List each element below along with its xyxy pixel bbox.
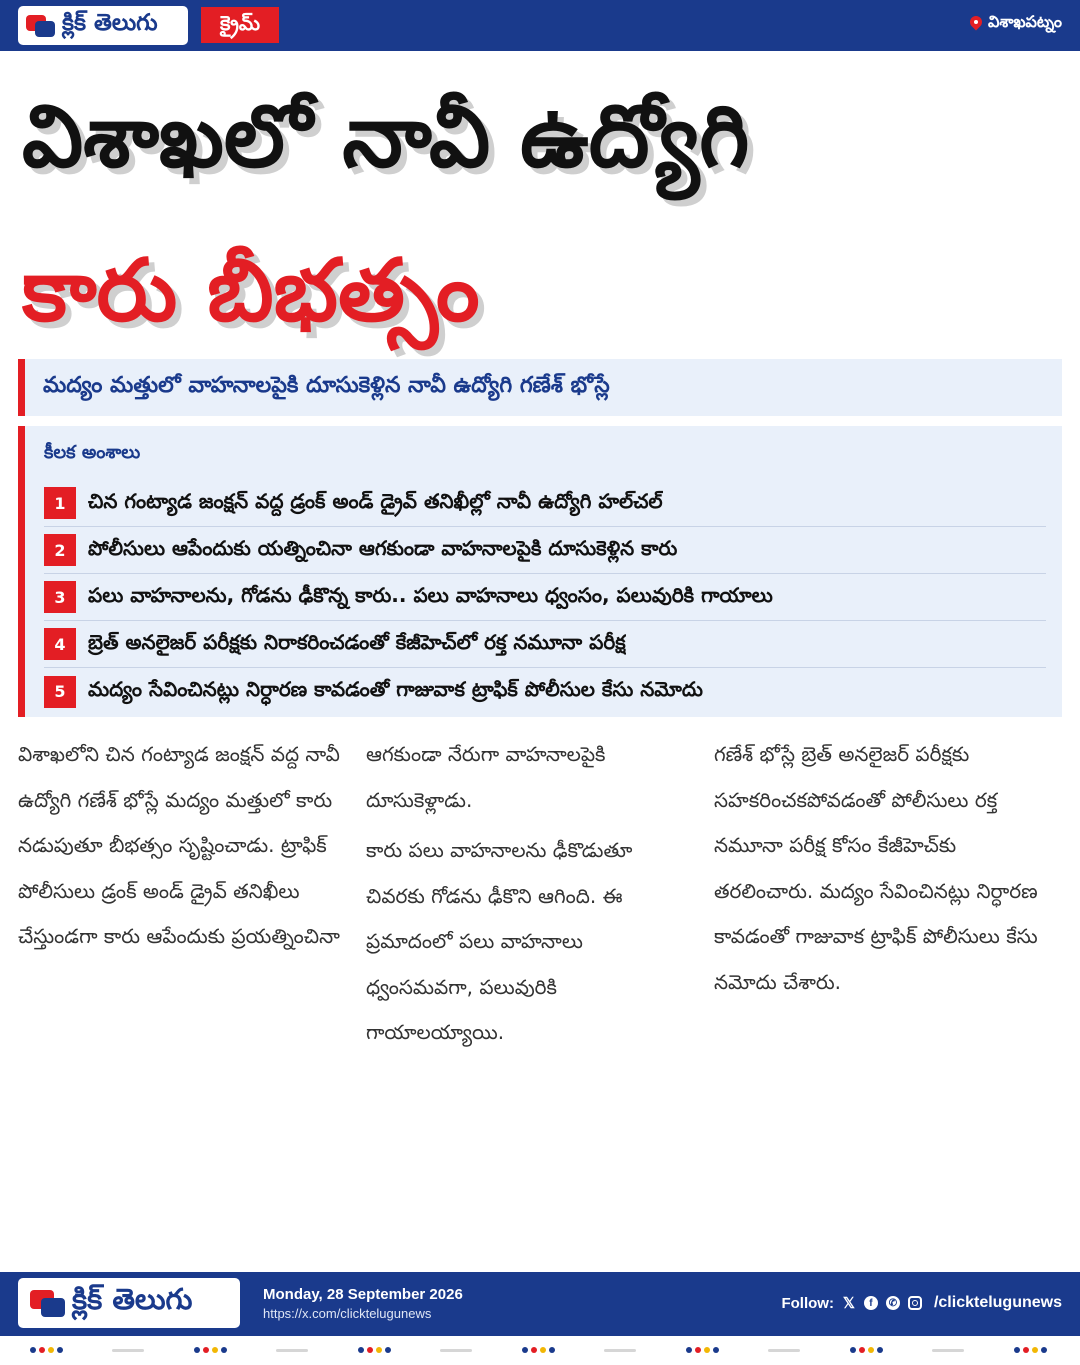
dot — [549, 1347, 555, 1353]
whatsapp-icon[interactable]: ✆ — [886, 1296, 900, 1310]
chat-bubble-logo-icon — [26, 13, 56, 39]
key-point-number: 1 — [44, 487, 76, 519]
dot — [522, 1347, 528, 1353]
footer-bar — [0, 1272, 1080, 1336]
follow-links — [781, 1294, 1062, 1312]
key-point-text: బ్రెత్ అనలైజర్ పరీక్షకు నిరాకరించడంతో కేజీహెచ్‌లో రక్త నమూనా పరీక్ష — [88, 629, 626, 654]
dot — [1014, 1347, 1020, 1353]
dot — [686, 1347, 692, 1353]
dot — [695, 1347, 701, 1353]
dot-separator-line — [604, 1349, 636, 1352]
key-point-item — [44, 574, 1046, 621]
article-body — [18, 732, 1062, 1061]
dot — [868, 1347, 874, 1353]
dot — [212, 1347, 218, 1353]
footer-logo-text: క్లిక్ తెలుగు — [72, 1282, 193, 1316]
dot — [531, 1347, 537, 1353]
footer-logo[interactable] — [18, 1278, 240, 1328]
article-column-2 — [366, 732, 714, 1061]
key-point-item — [44, 527, 1046, 574]
dot — [48, 1347, 54, 1353]
key-points-panel — [18, 426, 1062, 717]
dot-group — [522, 1347, 555, 1353]
dot — [194, 1347, 200, 1353]
article-column-1 — [18, 732, 366, 1061]
dot — [385, 1347, 391, 1353]
article-paragraph: కారు పలు వాహనాలను ఢీకొడుతూ చివరకు గోడను ఢీకొని ఆగింది. ఈ ప్రమాదంలో పలు వాహనాలు ధ్వంసమవగా, పలువురికి గాయాలయ్యాయి. — [366, 838, 633, 1044]
location-label — [970, 12, 1062, 35]
dot — [540, 1347, 546, 1353]
dot-group — [30, 1347, 63, 1353]
key-point-item — [44, 480, 1046, 527]
chat-bubble-logo-icon — [30, 1288, 66, 1318]
brand-logo[interactable] — [18, 6, 188, 45]
dot — [30, 1347, 36, 1353]
dot — [358, 1347, 364, 1353]
key-point-number: 4 — [44, 628, 76, 660]
key-point-number: 2 — [44, 534, 76, 566]
article-paragraph: ఆగకుండా నేరుగా వాహనాలపైకి దూసుకెళ్లాడు. — [366, 742, 606, 812]
dot — [39, 1347, 45, 1353]
dot — [57, 1347, 63, 1353]
key-point-text: మద్యం సేవించినట్లు నిర్ధారణ కావడంతో గాజువాక ట్రాఫిక్ పోలీసుల కేసు నమోదు — [88, 677, 703, 701]
key-point-number: 5 — [44, 676, 76, 708]
subheading-text: మద్యం మత్తులో వాహనాలపైకి దూసుకెళ్లిన నావీ ఉద్యోగి గణేశ్ భోస్లే — [43, 372, 610, 398]
x-icon[interactable]: 𝕏 — [842, 1295, 855, 1312]
dot-separator-line — [276, 1349, 308, 1352]
logo-text: క్లిక్ తెలుగు — [62, 9, 158, 36]
dot-group — [686, 1347, 719, 1353]
key-point-text: పోలీసులు ఆపేందుకు యత్నించినా ఆగకుండా వాహనాలపైకి దూసుకెళ్లిన కారు — [88, 535, 678, 560]
dot — [203, 1347, 209, 1353]
dot — [367, 1347, 373, 1353]
facebook-icon[interactable]: f — [864, 1296, 878, 1310]
dot-group — [194, 1347, 227, 1353]
social-handle[interactable]: /clicktelugunews — [933, 1294, 1062, 1311]
article-column-3 — [714, 732, 1062, 1061]
key-point-text: చిన గంట్యాడ జంక్షన్ వద్ద డ్రంక్ అండ్ డ్రైవ్ తనిఖీల్లో నావీ ఉద్యోగి హల్‌చల్ — [88, 488, 663, 513]
decorative-dots — [0, 1344, 1080, 1358]
dot — [704, 1347, 710, 1353]
article-paragraph: గణేశ్ భోస్లే బ్రెత్ అనలైజర్ పరీక్షకు సహకరించకపోవడంతో పోలీసులు రక్త నమూనా పరీక్ష కోసం కేజీహెచ్‌కు తరలించారు. మద్యం సేవించినట్లు నిర్ధారణ కావడంతో గాజువాక ట్రాఫిక్ పోలీసులు కేసు నమోదు చేశారు. — [714, 742, 1038, 994]
headline-line-2: కారు బీభత్సం — [22, 241, 480, 341]
follow-label: Follow: — [781, 1294, 834, 1312]
dot — [221, 1347, 227, 1353]
dot — [376, 1347, 382, 1353]
dot-group — [850, 1347, 883, 1353]
footer-url[interactable]: https://x.com/clicktelugunews — [263, 1306, 432, 1321]
dot-group — [1014, 1347, 1047, 1353]
dot-separator-line — [112, 1349, 144, 1352]
key-point-item — [44, 621, 1046, 668]
dot-separator-line — [932, 1349, 964, 1352]
instagram-icon[interactable] — [908, 1296, 922, 1310]
dot — [877, 1347, 883, 1353]
dot — [1023, 1347, 1029, 1353]
key-point-text: పలు వాహనాలను, గోడను ఢీకొన్న కారు.. పలు వాహనాలు ధ్వంసం, పలువురికి గాయాలు — [88, 582, 773, 607]
dot — [859, 1347, 865, 1353]
category-badge[interactable]: క్రైమ్ — [201, 7, 279, 43]
dot — [1041, 1347, 1047, 1353]
dot — [713, 1347, 719, 1353]
key-point-item — [44, 668, 1046, 715]
dot — [1032, 1347, 1038, 1353]
dot-separator-line — [768, 1349, 800, 1352]
footer-date: Monday, 28 September 2026 — [263, 1286, 463, 1303]
dot — [850, 1347, 856, 1353]
key-points-title: కీలక అంశాలు — [44, 442, 141, 463]
location-text: విశాఖపట్నం — [987, 12, 1062, 31]
dot-separator-line — [440, 1349, 472, 1352]
top-bar — [0, 0, 1080, 51]
article-paragraph: విశాఖలోని చిన గంట్యాడ జంక్షన్ వద్ద నావీ ఉద్యోగి గణేశ్ భోస్లే మద్యం మత్తులో కారు నడుపుతూ బీభత్సం సృష్టించాడు. ట్రాఫిక్ పోలీసులు డ్రంక్ అండ్ డ్రైవ్ తనిఖీలు చేస్తుండగా కారు ఆపేందుకు ప్రయత్నించినా — [18, 742, 340, 948]
dot-group — [358, 1347, 391, 1353]
key-point-number: 3 — [44, 581, 76, 613]
location-pin-icon — [970, 16, 982, 32]
headline-line-1: విశాఖలో నావీ ఉద్యోగి — [22, 87, 750, 187]
subheading-box — [18, 359, 1062, 416]
